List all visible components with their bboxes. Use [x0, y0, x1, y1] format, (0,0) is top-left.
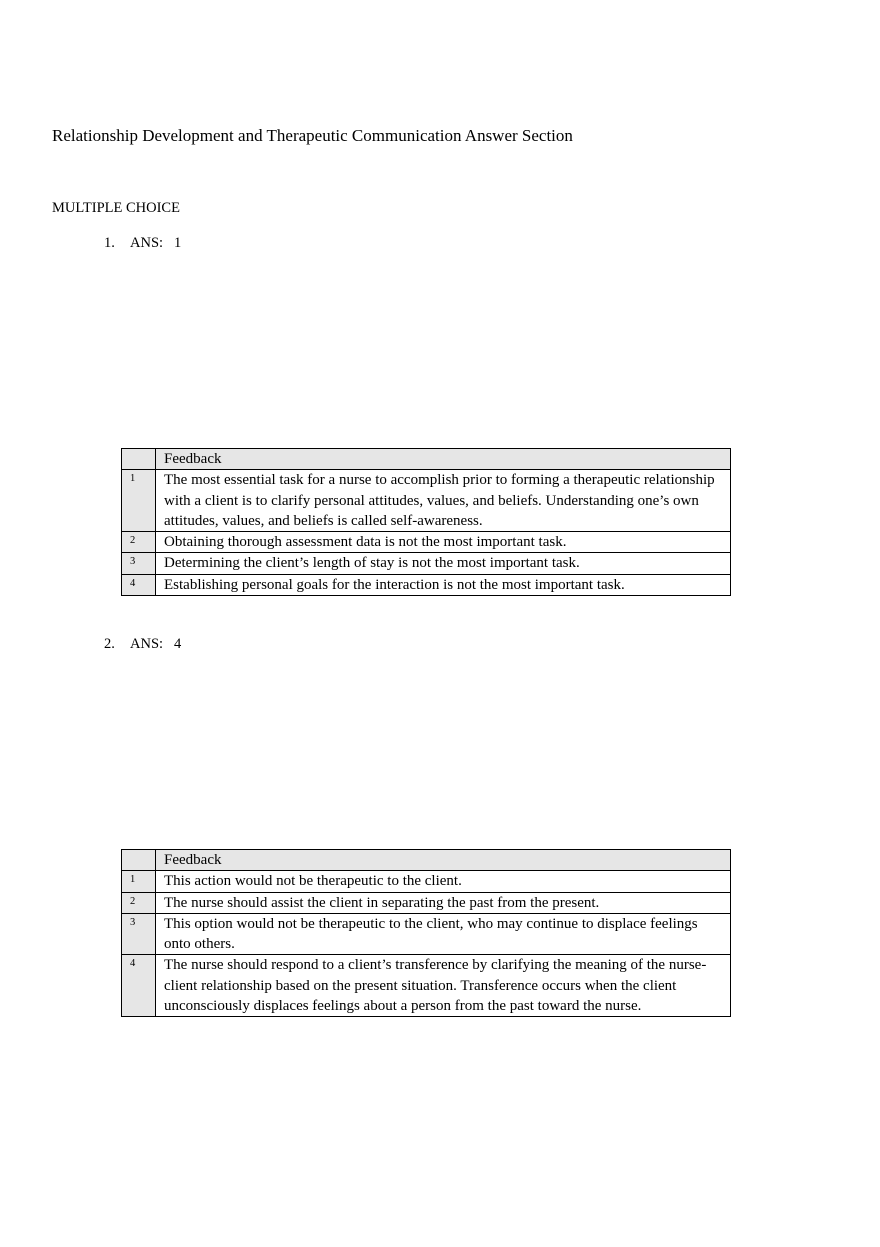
feedback-text: This option would not be therapeutic to the client, who may continue to displace feelings onto others. — [156, 913, 731, 955]
table-row — [122, 470, 731, 532]
answer-value: 1 — [174, 235, 182, 251]
table-row — [122, 892, 731, 913]
option-number: 4 — [122, 574, 156, 595]
section-heading: MULTIPLE CHOICE — [52, 200, 180, 216]
table-row — [122, 532, 731, 553]
option-number: 2 — [122, 532, 156, 553]
question-number: 2. — [104, 636, 115, 652]
feedback-table-q1 — [121, 448, 731, 596]
table-row — [122, 574, 731, 595]
feedback-text: Obtaining thorough assessment data is not the most important task. — [156, 532, 731, 553]
page-title: Relationship Development and Therapeutic Communication Answer Section — [52, 126, 573, 145]
answer-line-q1 — [104, 234, 181, 252]
feedback-text: Establishing personal goals for the interaction is not the most important task. — [156, 574, 731, 595]
table-row — [122, 955, 731, 1017]
feedback-text: The nurse should respond to a client’s transference by clarifying the meaning of the nurse-client relationship based on the present situation. Transference occurs when the client unconsciously displaces feelings about a person from the past toward the nurse. — [156, 955, 731, 1017]
option-number: 2 — [122, 892, 156, 913]
question-number: 1. — [104, 235, 115, 251]
table-row — [122, 913, 731, 955]
feedback-header: Feedback — [156, 449, 731, 470]
option-header-cell — [122, 449, 156, 470]
feedback-text: This action would not be therapeutic to the client. — [156, 871, 731, 892]
option-number: 3 — [122, 553, 156, 574]
option-number: 1 — [122, 871, 156, 892]
feedback-header: Feedback — [156, 850, 731, 871]
feedback-text: The nurse should assist the client in separating the past from the present. — [156, 892, 731, 913]
feedback-text: Determining the client’s length of stay is not the most important task. — [156, 553, 731, 574]
option-number: 3 — [122, 913, 156, 955]
table-row — [122, 871, 731, 892]
feedback-text: The most essential task for a nurse to accomplish prior to forming a therapeutic relationship with a client is to clarify personal attitudes, values, and beliefs. Understanding one’s own attitudes, values, and beliefs is called self-awareness. — [156, 470, 731, 532]
answer-line-q2 — [104, 635, 181, 653]
feedback-header-row — [122, 449, 731, 470]
answer-label: ANS: — [130, 636, 164, 652]
feedback-table-q2 — [121, 849, 731, 1017]
feedback-header-row — [122, 850, 731, 871]
answer-value: 4 — [174, 636, 182, 652]
option-header-cell — [122, 850, 156, 871]
answer-label: ANS: — [130, 235, 164, 251]
option-number: 4 — [122, 955, 156, 1017]
option-number: 1 — [122, 470, 156, 532]
table-row — [122, 553, 731, 574]
